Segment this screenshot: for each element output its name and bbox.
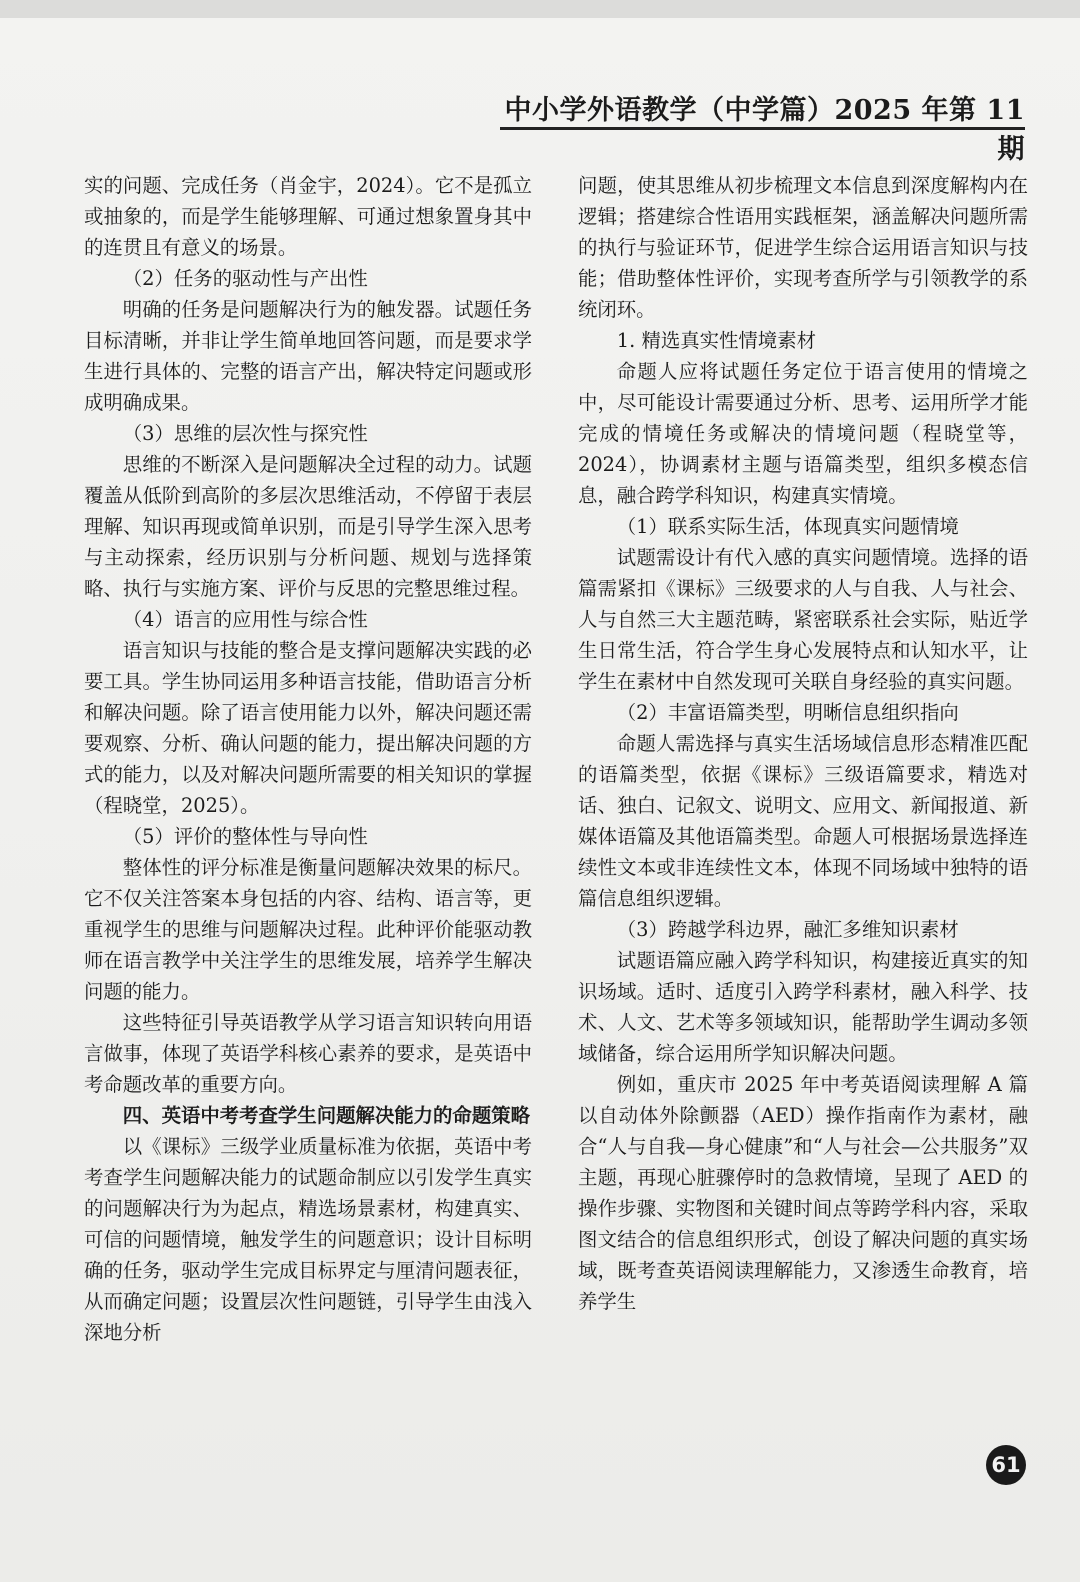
- paragraph: 问题，使其思维从初步梳理文本信息到深度解构内在逻辑；搭建综合性语用实践框架，涵盖解决问题所需的执行与验证环节，促进学生综合运用语言知识与技能；借助整体性评价，实现考查所学与引领教学的系统闭环。: [578, 174, 1028, 321]
- right-column: [578, 170, 1028, 1317]
- paragraph: 语言知识与技能的整合是支撑问题解决实践的必要工具。学生协同运用多种语言技能，借助语言分析和解决问题。除了语言使用能力以外，解决问题还需要观察、分析、确认问题的能力，提出解决问题的方式的能力，以及对解决问题所需要的相关知识的掌握（程晓堂，2025）。: [84, 639, 532, 817]
- paragraph: 这些特征引导英语教学从学习语言知识转向用语言做事，体现了英语学科核心素养的要求，是英语中考命题改革的重要方向。: [84, 1011, 532, 1096]
- subheading: （3）思维的层次性与探究性: [122, 422, 368, 445]
- subheading: （1）联系实际生活，体现真实问题情境: [616, 515, 959, 538]
- paragraph: 试题语篇应融入跨学科知识，构建接近真实的知识场域。适时、适度引入跨学科素材，融入科学、技术、人文、艺术等多领域知识，能帮助学生调动多领域储备，综合运用所学知识解决问题。: [578, 949, 1028, 1065]
- paragraph: 以《课标》三级学业质量标准为依据，英语中考考查学生问题解决能力的试题命制应以引发学生真实的问题解决行为为起点，精选场景素材，构建真实、可信的问题情境，触发学生的问题意识；设计目标明确的任务，驱动学生完成目标界定与厘清问题表征，从而确定问题；设置层次性问题链，引导学生由浅入深地分析: [84, 1135, 532, 1344]
- subheading: （3）跨越学科边界，融汇多维知识素材: [616, 918, 959, 941]
- subheading: （2）丰富语篇类型，明晰信息组织指向: [616, 701, 959, 724]
- paragraph: 例如，重庆市 2025 年中考英语阅读理解 A 篇以自动体外除颤器（AED）操作指南作为素材，融合“人与自我—身心健康”和“人与社会—公共服务”双主题，再现心脏骤停时的急救情境，呈现了 AED 的操作步骤、实物图和关键时间点等跨学科内容，采取图文结合的信息组织形式，创设了解决问题的真实场域，既考查英语阅读理解能力，又渗透生命教育，培养学生: [578, 1073, 1028, 1313]
- subheading: （5）评价的整体性与导向性: [122, 825, 368, 848]
- section-heading: 四、英语中考考查学生问题解决能力的命题策略: [122, 1104, 530, 1127]
- subheading: （2）任务的驱动性与产出性: [122, 267, 368, 290]
- page-number: 61: [986, 1445, 1026, 1485]
- paragraph: 思维的不断深入是问题解决全过程的动力。试题覆盖从低阶到高阶的多层次思维活动，不停留于表层理解、知识再现或简单识别，而是引导学生深入思考与主动探索，经历识别与分析问题、规划与选择策略、执行与实施方案、评价与反思的完整思维过程。: [84, 453, 532, 600]
- paragraph: 试题需设计有代入感的真实问题情境。选择的语篇需紧扣《课标》三级要求的人与自我、人与社会、人与自然三大主题范畴，紧密联系社会实际，贴近学生日常生活，符合学生身心发展特点和认知水平，让学生在素材中自然发现可关联自身经验的真实问题。: [578, 546, 1028, 693]
- subheading: 1. 精选真实性情境素材: [616, 329, 816, 352]
- scan-top-band: [0, 0, 1080, 18]
- paragraph: 命题人需选择与真实生活场域信息形态精准匹配的语篇类型，依据《课标》三级语篇要求，精选对话、独白、记叙文、说明文、应用文、新闻报道、新媒体语篇及其他语篇类型。命题人可根据场景选择连续性文本或非连续性文本，体现不同场域中独特的语篇信息组织逻辑。: [578, 732, 1028, 910]
- header-rule: [500, 127, 1025, 130]
- left-column: [84, 170, 532, 1348]
- running-header: 中小学外语教学（中学篇）2025 年第 11 期: [504, 95, 1025, 165]
- paragraph: 实的问题、完成任务（肖金宇，2024）。它不是孤立或抽象的，而是学生能够理解、可通过想象置身其中的连贯且有意义的场景。: [84, 174, 532, 259]
- paragraph: 命题人应将试题任务定位于语言使用的情境之中，尽可能设计需要通过分析、思考、运用所学才能完成的情境任务或解决的情境问题（程晓堂等，2024），协调素材主题与语篇类型，组织多模态信息，融合跨学科知识，构建真实情境。: [578, 360, 1028, 507]
- paragraph: 整体性的评分标准是衡量问题解决效果的标尺。它不仅关注答案本身包括的内容、结构、语言等，更重视学生的思维与问题解决过程。此种评价能驱动教师在语言教学中关注学生的思维发展，培养学生解决问题的能力。: [84, 856, 532, 1003]
- paragraph: 明确的任务是问题解决行为的触发器。试题任务目标清晰，并非让学生简单地回答问题，而是要求学生进行具体的、完整的语言产出，解决特定问题或形成明确成果。: [84, 298, 532, 414]
- subheading: （4）语言的应用性与综合性: [122, 608, 368, 631]
